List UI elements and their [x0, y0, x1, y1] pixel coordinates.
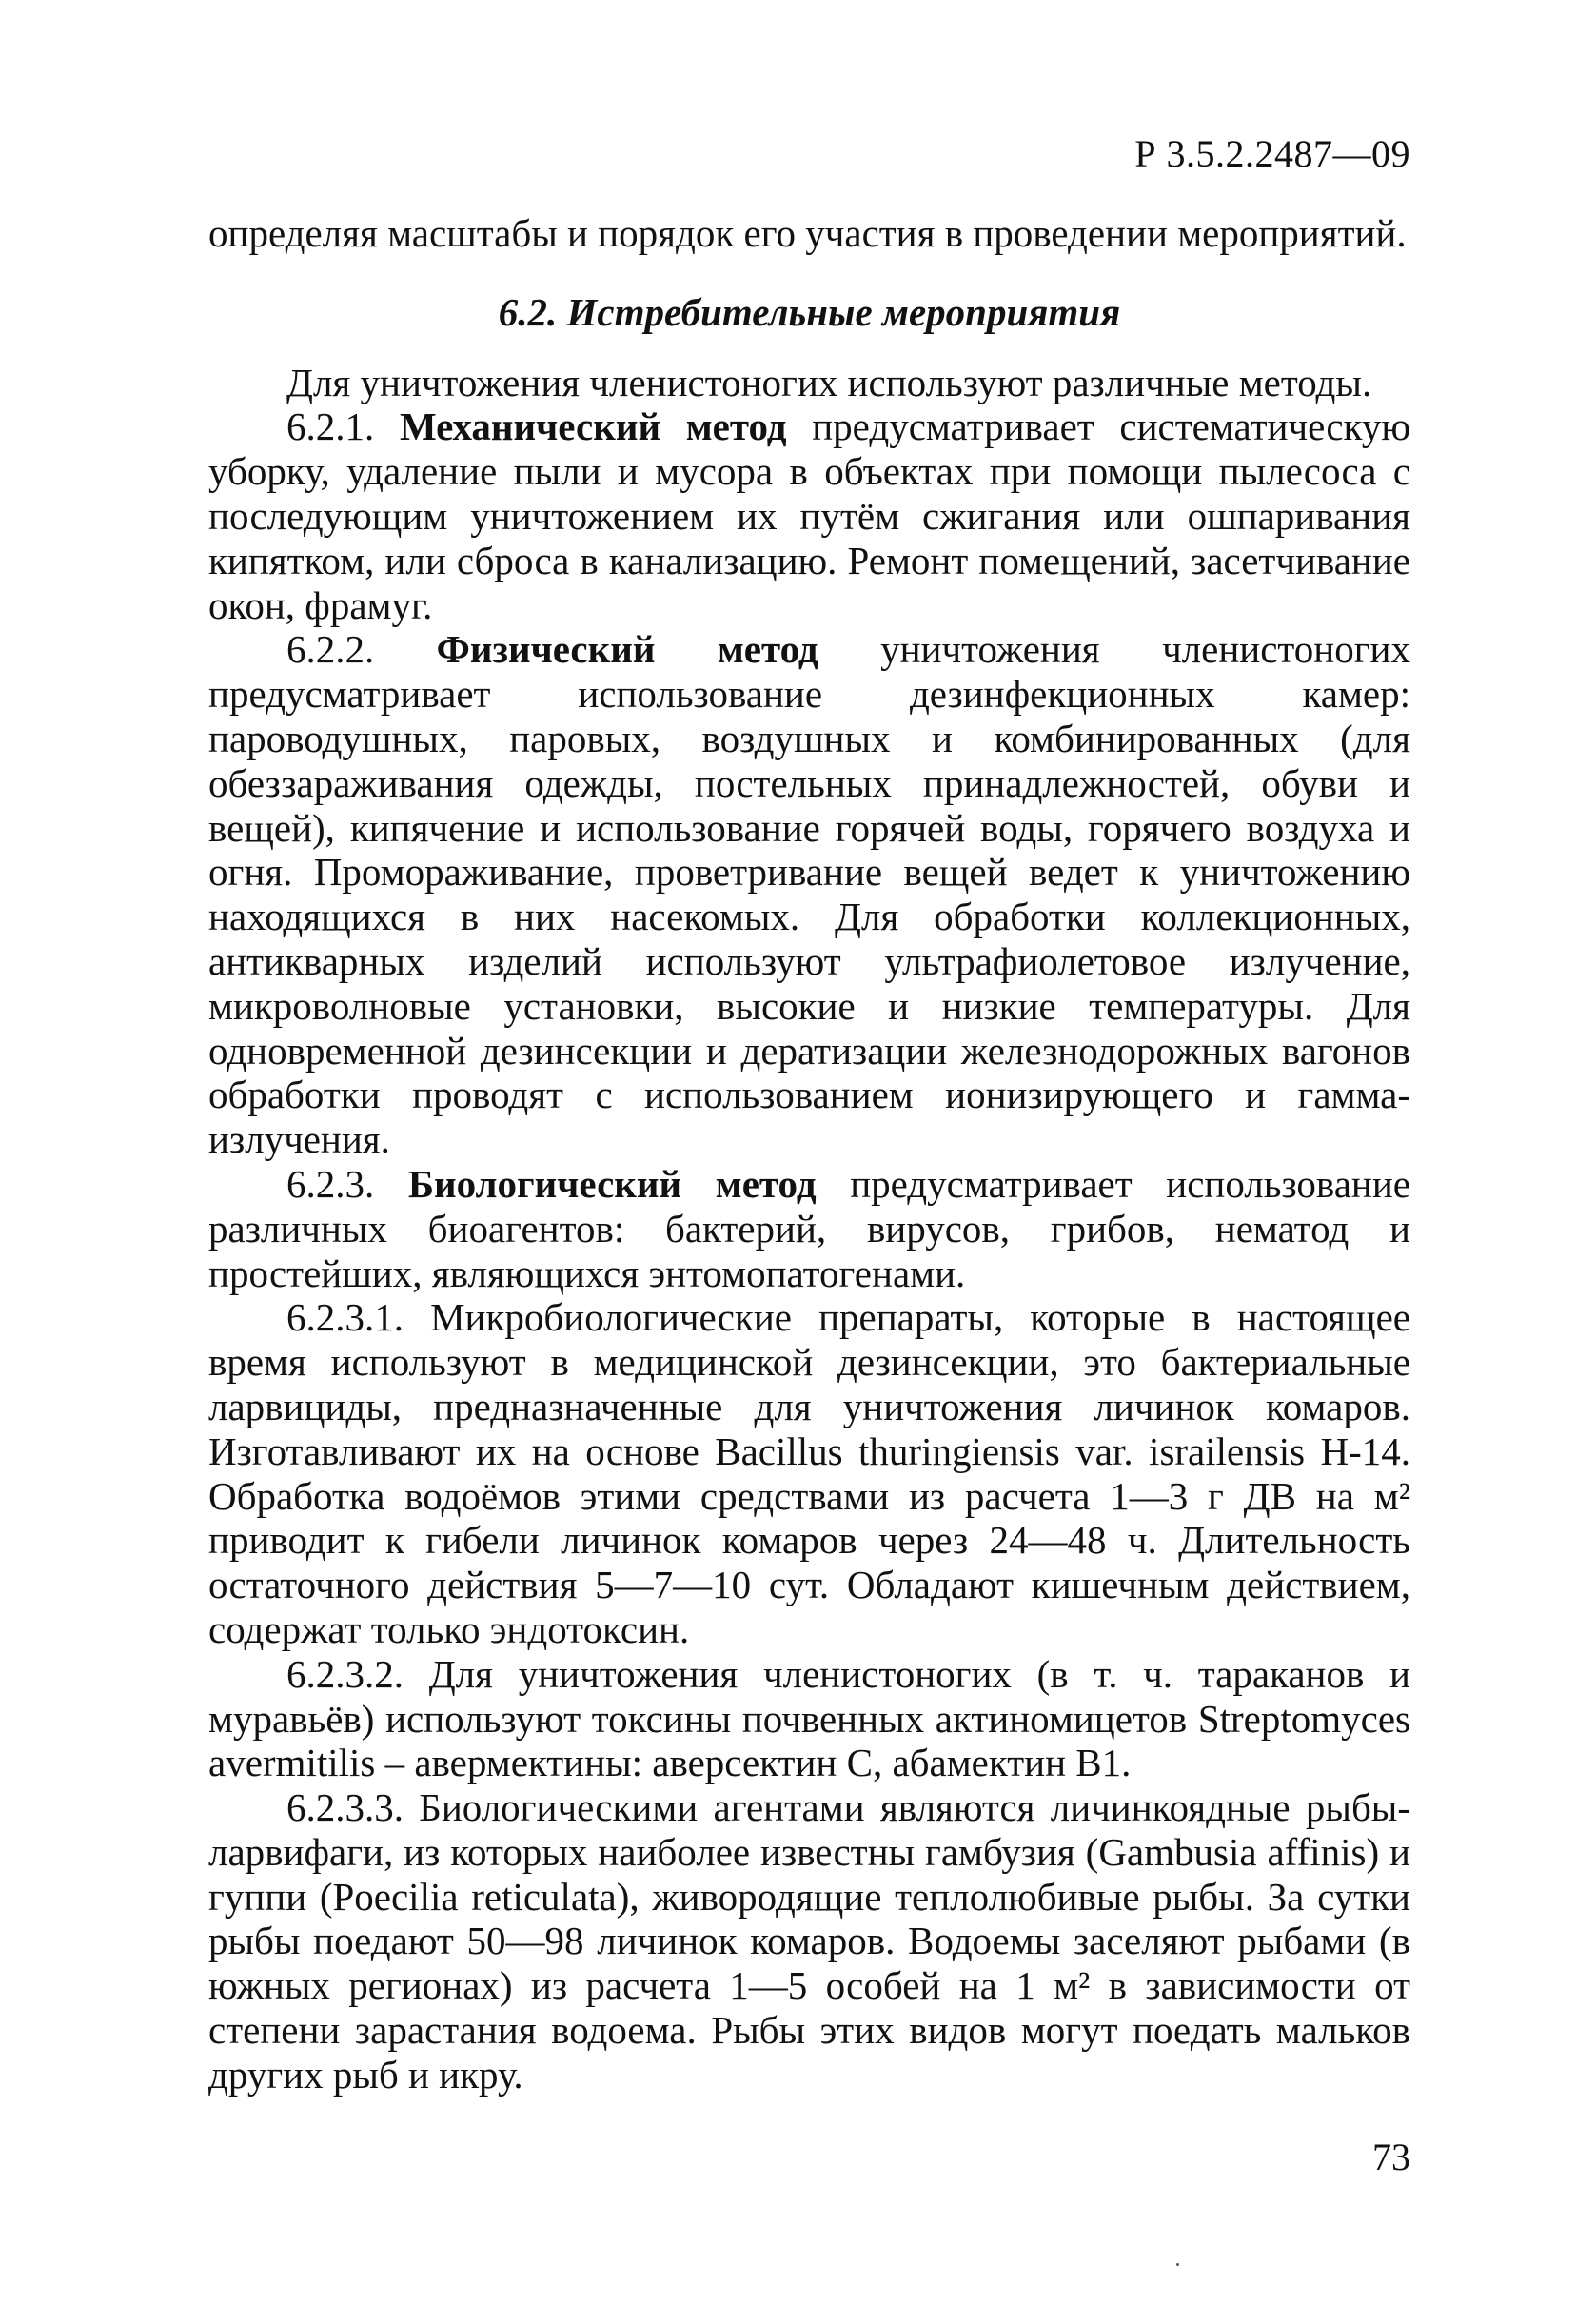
paragraph-microbiological: 6.2.3.1. Микробиологические препараты, которые в настоящее время используют в медицинской дезинсекции, это бактериальные ларвициды, предназначенные для уничтожения личинок комаров. Изготавливают их на основе Bacillus thuringiensis var. israilensis Н-14. Обработка водоёмов этими средствами из расчета 1—3 г ДВ на м² приводит к гибели личинок комаров через 24—48 ч. Длительность остаточного действия 5—7—10 сут. Обладают кишечным действием, содержат только эндотоксин. [208, 1295, 1410, 1651]
paragraph-continuation: определяя масштабы и порядок его участия в проведении мероприятий. [208, 211, 1407, 255]
paragraph-text: уничтожения членистоногих предусматривает использование дезинфекционных камер: пароводушных, паровых, воздушных и комбинированных (для обеззараживания одежды, постельных принадлежностей, обуви и вещей), кипячение и использование горячей воды, горячего воздуха и огня. Промораживание, проветривание вещей ведет к уничтожению находящихся в них насекомых. Для обработки коллекционных, антикварных изделий используют ультрафиолетовое излучение, микроволновые установки, высокие и низкие температуры. Для одновременной дезинсекции и дератизации железнодорожных вагонов обработки проводят с использованием ионизирующего и гамма-излучения. [208, 627, 1410, 1162]
paragraph-number: 6.2.2. [286, 627, 375, 672]
paragraph-toxins: 6.2.3.2. Для уничтожения членистоногих (в т. ч. тараканов и муравьёв) используют токсины почвенных актиномицетов Streptomyces avermitilis – авермектины: аверсектин С, абамектин В1. [208, 1651, 1410, 1785]
paragraph-number: 6.2.3. [286, 1161, 375, 1206]
scan-speck [1176, 2263, 1179, 2266]
page-number: 73 [1372, 2136, 1410, 2178]
document-code: Р 3.5.2.2487—09 [1134, 132, 1410, 175]
term-mechanical-method: Механический метод [399, 404, 787, 449]
paragraph-fish: 6.2.3.3. Биологическими агентами являются личинкоядные рыбы-ларвифаги, из которых наиболее известны гамбузия (Gambusia affinis) и гуппи (Poecilia reticulata), живородящие теплолюбивые рыбы. За сутки рыбы поедают 50—98 личинок комаров. Водоемы заселяют рыбами (в южных регионах) из расчета 1—5 особей на 1 м² в зависимости от степени зарастания водоема. Рыбы этих видов могут поедать мальков других рыб и икру. [208, 1785, 1410, 2097]
paragraph-mechanical [208, 404, 1410, 627]
paragraph-biological [208, 1162, 1410, 1295]
paragraph-text: предусматривает систематическую уборку, удаление пыли и мусора в объектах при помощи пылесоса с последующим уничтожением их путём сжигания или ошпаривания кипятком, или сброса в канализацию. Ремонт помещений, засетчивание окон, фрамуг. [208, 404, 1410, 627]
paragraph-physical [208, 627, 1410, 1162]
term-biological-method: Биологический метод [407, 1161, 817, 1206]
paragraph-intro: Для уничтожения членистоногих используют различные методы. [286, 360, 1372, 404]
section-title: 6.2. Истребительные мероприятия [498, 289, 1121, 334]
page-body [208, 211, 1410, 2098]
paragraph-number: 6.2.1. [286, 404, 375, 449]
term-physical-method: Физический метод [436, 627, 818, 672]
paragraph-text: предусматривает использование различных биоагентов: бактерий, вирусов, грибов, нематод и простейших, являющихся энтомопатогенами. [208, 1161, 1410, 1295]
